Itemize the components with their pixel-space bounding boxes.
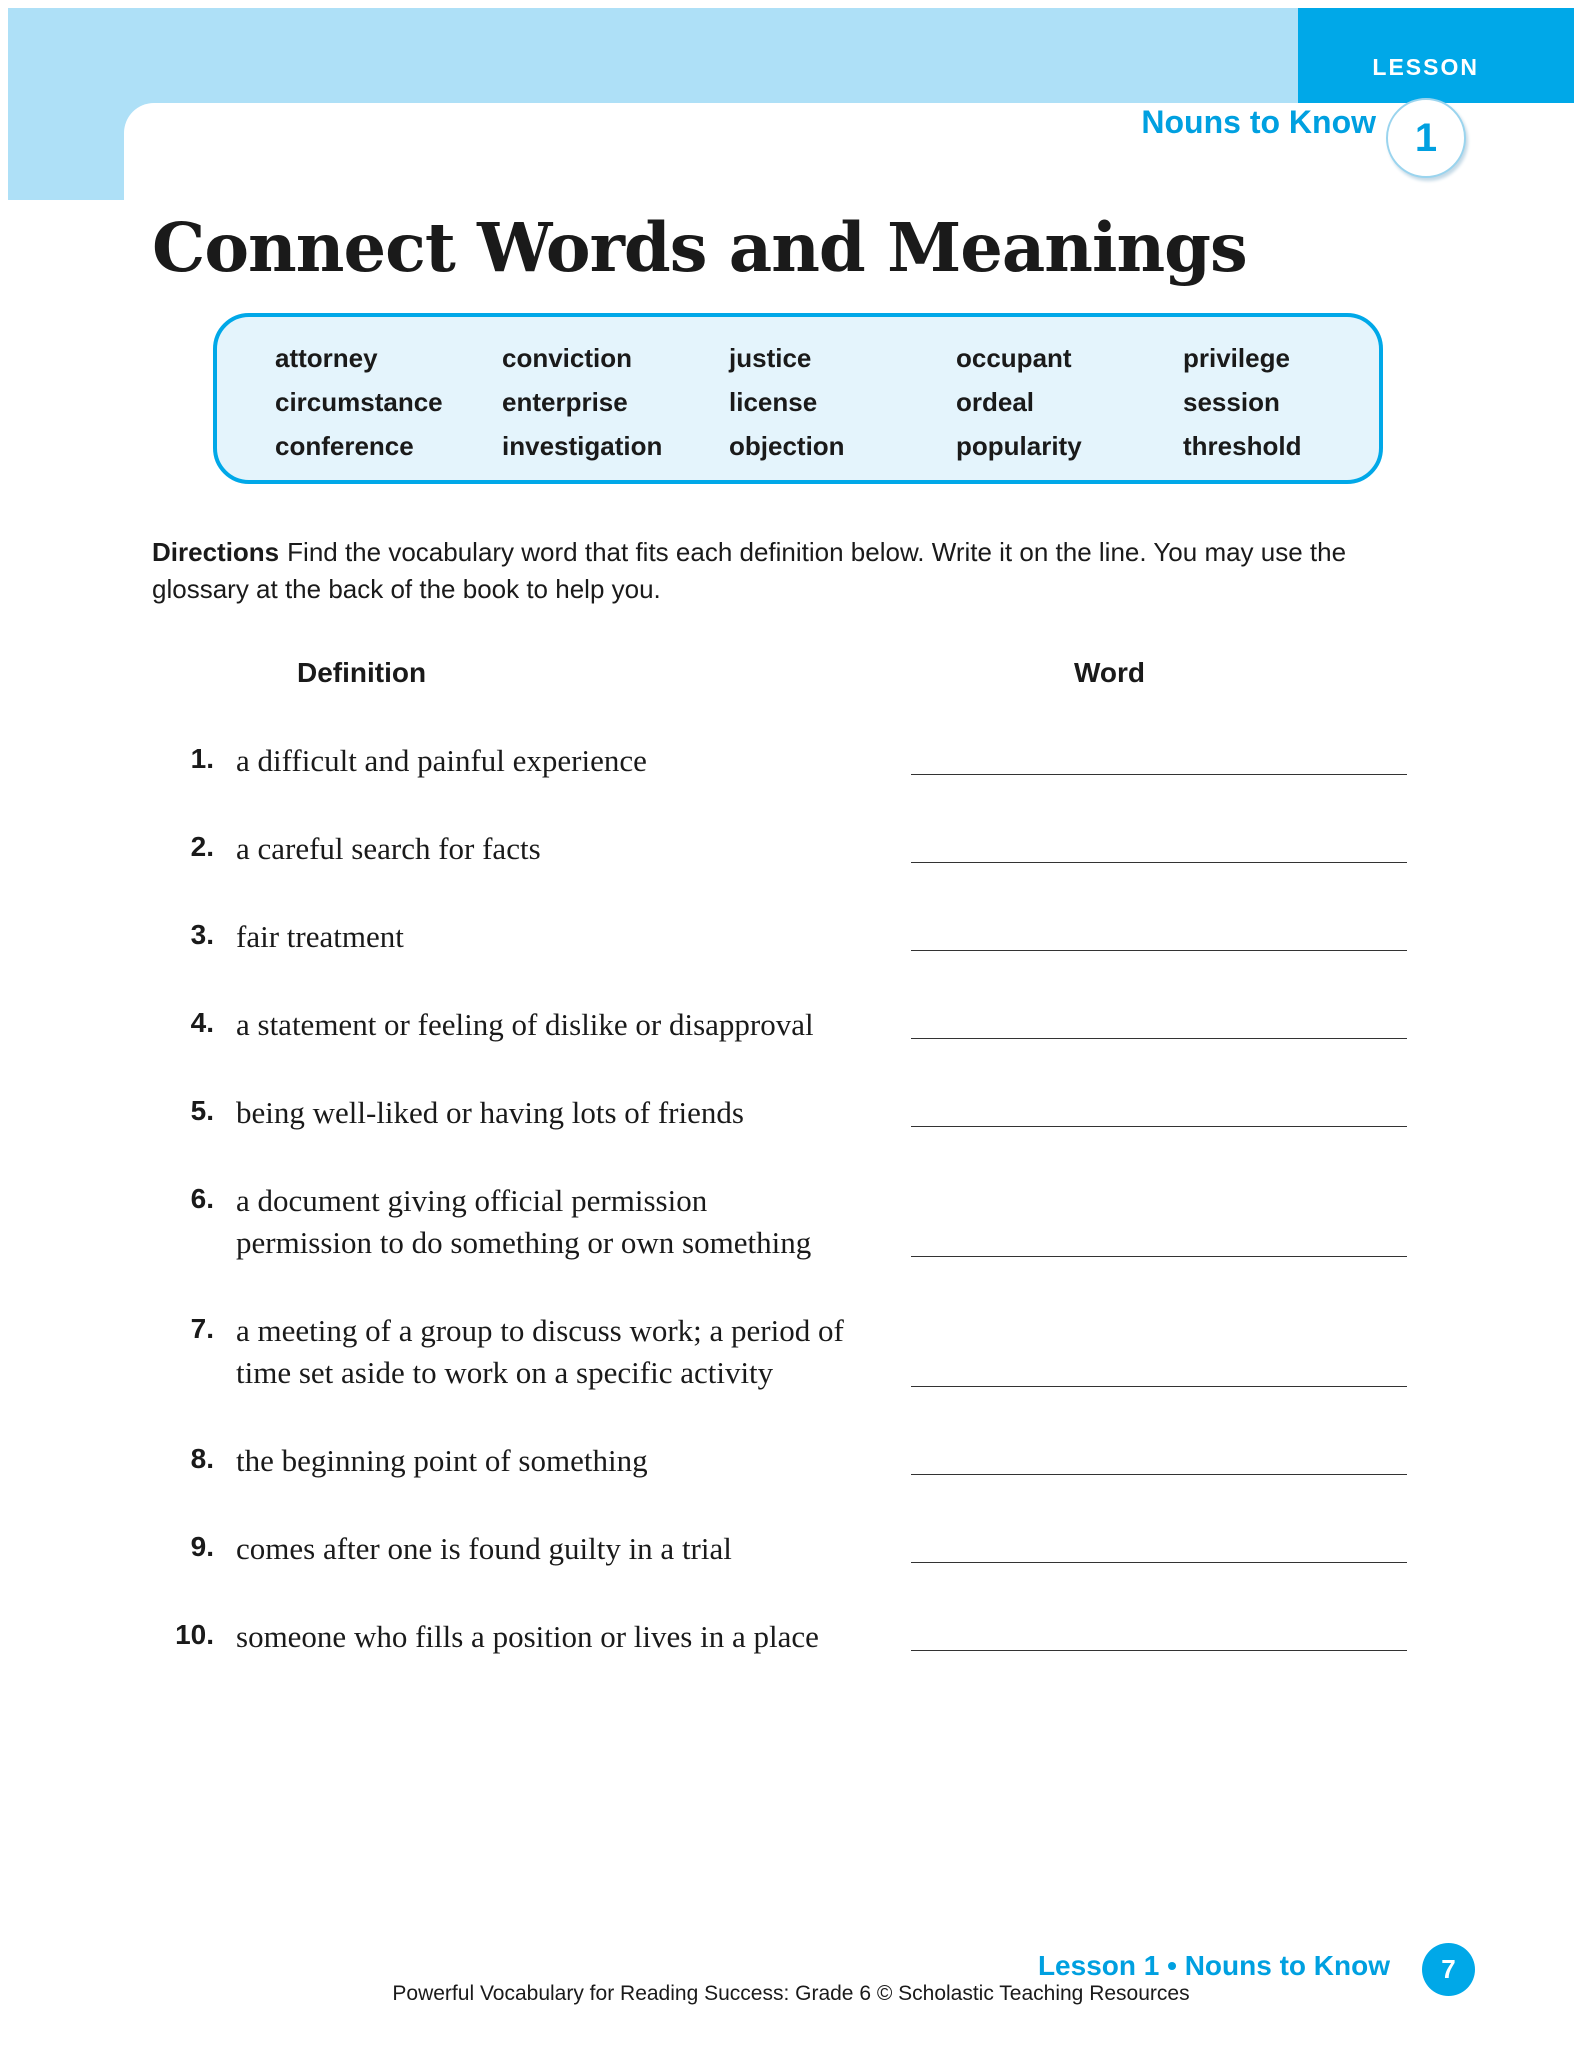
item-definition: a difficult and painful experience [236,743,647,778]
item-number: 9. [190,1531,214,1562]
word-bank-item: ordeal [956,387,1035,417]
item-number: 10. [175,1619,214,1650]
lesson-number-badge: 1 [1386,98,1466,178]
directions-text: Find the vocabulary word that fits each definition below. Write it on the line. You may use the glossary at the back of the book to help you. [152,537,1347,604]
directions-label: Directions [152,537,280,567]
answer-line[interactable] [911,862,1407,863]
item-definition: fair treatment [236,919,404,954]
answer-line[interactable] [911,1256,1407,1257]
item-number: 5. [190,1095,214,1126]
answer-line[interactable] [911,1474,1407,1475]
word-bank-item: threshold [1183,431,1302,461]
word-bank-item: investigation [502,431,663,461]
page-title: Connect Words and Meanings [152,208,1247,287]
answer-line[interactable] [911,1038,1407,1039]
footer-lesson-title: Lesson 1 • Nouns to Know [1037,1950,1390,1981]
answer-line[interactable] [911,950,1407,951]
answer-line[interactable] [911,1562,1407,1563]
item-definition: a careful search for facts [236,831,541,866]
item-definition: being well-liked or having lots of friends [236,1095,744,1130]
item-definition: a statement or feeling of dislike or disapproval [236,1007,814,1042]
series-title: Nouns to Know [1141,104,1376,140]
item-number: 7. [190,1313,214,1344]
item-number: 3. [190,919,214,950]
page-number-badge: 7 [1422,1943,1475,1996]
answer-line[interactable] [911,1386,1407,1387]
item-definition: comes after one is found guilty in a trial [236,1531,732,1566]
word-bank-item: circumstance [275,387,443,417]
lesson-tab [1298,8,1574,103]
item-number: 4. [190,1007,214,1038]
word-bank-item: privilege [1183,343,1290,373]
footer-credit: Powerful Vocabulary for Reading Success: Grade 6 © Scholastic Teaching Resources [392,1982,1190,2005]
directions [152,534,1422,608]
item-number: 8. [190,1443,214,1474]
answer-line[interactable] [911,774,1407,775]
word-bank-item: session [1183,387,1280,417]
word-bank-grid [275,343,1383,475]
item-number: 2. [190,831,214,862]
word-bank-item: attorney [275,343,378,373]
word-bank-item: conference [275,431,414,461]
word-bank [213,313,1383,484]
item-number: 1. [190,743,214,774]
word-bank-item: license [729,387,818,417]
word-bank-item: occupant [956,343,1072,373]
definition-column-header: Definition [297,657,427,688]
item-number: 6. [190,1183,214,1214]
word-bank-item: conviction [502,343,633,373]
answer-line[interactable] [911,1650,1407,1651]
item-definition: a meeting of a group to discuss work; a period of time set aside to work on a specific activity [236,1313,844,1390]
word-bank-item: justice [729,343,812,373]
lesson-label: LESSON [1372,54,1479,80]
word-bank-item: popularity [956,431,1082,461]
answer-line[interactable] [911,1126,1407,1127]
word-bank-item: enterprise [502,387,628,417]
item-definition: someone who fills a position or lives in a place [236,1619,819,1654]
word-bank-item: objection [729,431,845,461]
item-definition: a document giving official permission permission to do something or own something [236,1183,812,1260]
item-definition: the beginning point of something [236,1443,648,1478]
word-column-header: Word [1074,657,1146,688]
